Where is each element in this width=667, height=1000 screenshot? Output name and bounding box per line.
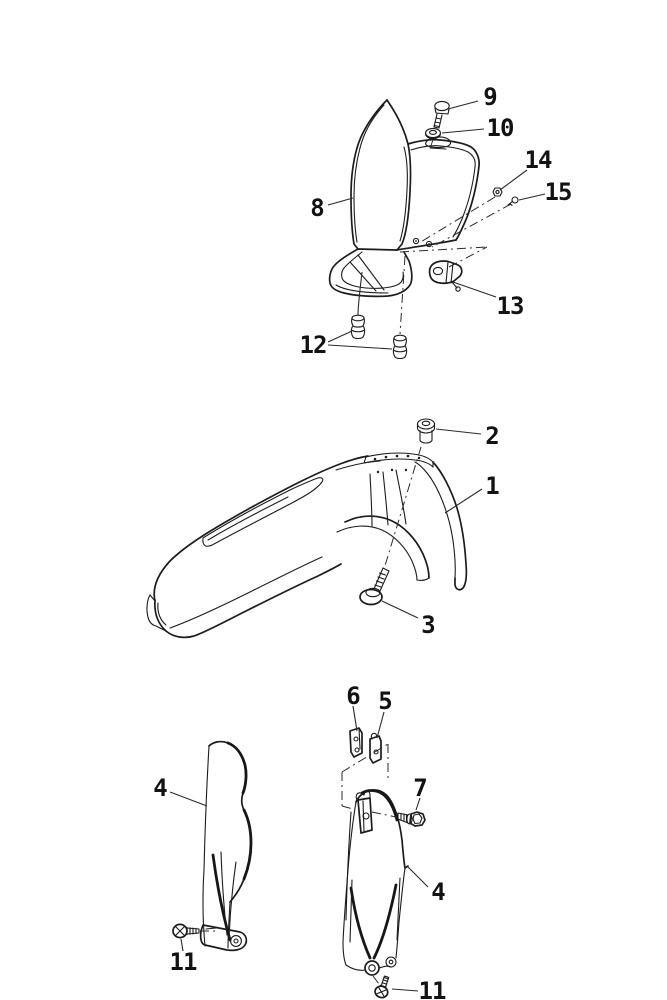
callout-label-2: 2 (485, 422, 499, 450)
callout-label-8: 8 (310, 194, 324, 222)
callout-label-9: 9 (483, 83, 497, 111)
callout-label-11-right: 11 (418, 977, 446, 1000)
centerline (384, 447, 421, 569)
bolt-part9-icon (434, 101, 449, 128)
clamp-part13-icon (430, 261, 462, 291)
callout-label-15: 15 (544, 178, 572, 206)
centerline (358, 272, 362, 315)
leader-lines (170, 101, 545, 991)
centerline (419, 197, 495, 243)
bolt-part3-icon (360, 568, 389, 605)
callout-label-11-left: 11 (169, 948, 197, 976)
front-fender (147, 453, 466, 637)
callout-label-4-left: 4 (153, 774, 167, 802)
callout-label-14: 14 (524, 146, 552, 174)
screw-part11-right-icon (374, 975, 393, 999)
callout-label-3: 3 (421, 611, 435, 639)
rubber-damper-part12-icon (351, 315, 364, 338)
callout-label-4-right: 4 (431, 878, 445, 906)
screw-part11-left-icon (173, 924, 199, 937)
screw-part15-icon (508, 197, 518, 206)
callout-label-7: 7 (413, 774, 427, 802)
rubber-damper-part12-icon (393, 335, 406, 358)
centerline (372, 812, 396, 817)
bushing-part2-icon (418, 419, 435, 443)
washer-part10-icon (426, 128, 441, 138)
callout-label-12: 12 (299, 331, 327, 359)
callout-label-5: 5 (378, 687, 392, 715)
bracket-part6-icon (350, 728, 362, 757)
callout-label-10: 10 (486, 114, 514, 142)
callout-label-6: 6 (346, 682, 360, 710)
bolt-part7-icon (398, 812, 425, 826)
centerline (400, 256, 405, 334)
fork-protector-left (201, 742, 251, 951)
callout-label-1: 1 (485, 472, 499, 500)
centerline (373, 976, 379, 984)
centerline (449, 247, 487, 267)
callout-label-13: 13 (496, 292, 524, 320)
centerline (432, 204, 511, 247)
bracket-part5-icon (370, 733, 381, 763)
